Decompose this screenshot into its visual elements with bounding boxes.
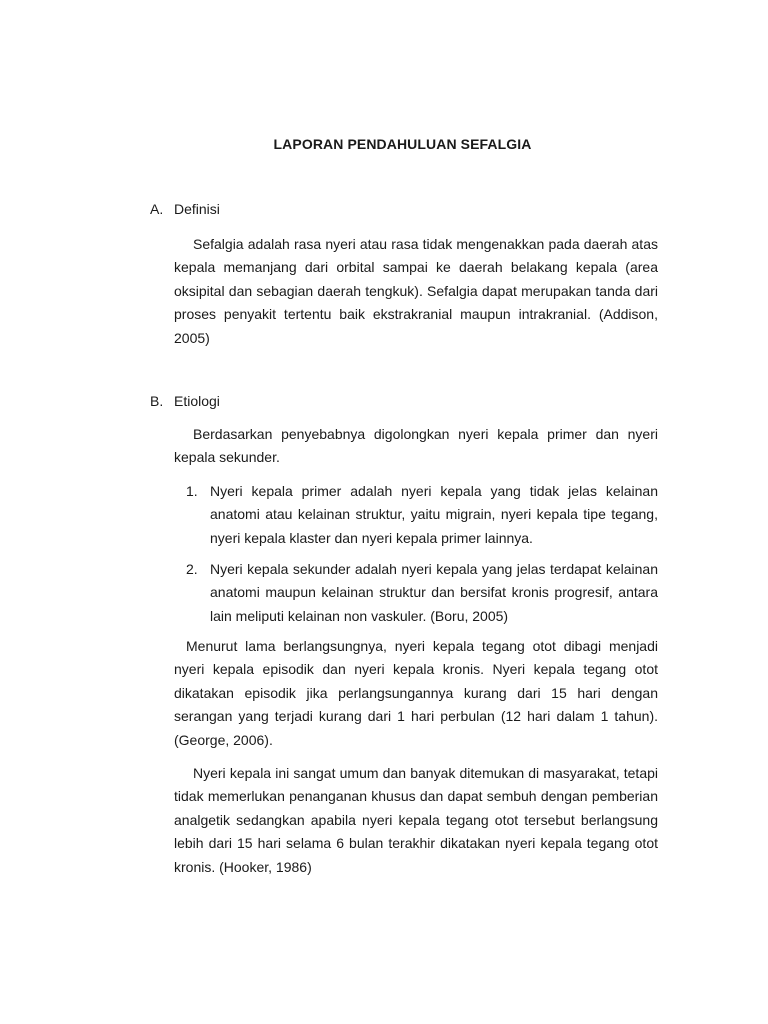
list-item-text: Nyeri kepala primer adalah nyeri kepala yang tidak jelas kelainan anatomi atau kelainan struktur, yaitu migrain, nyeri kepala tipe tegang, nyeri kepala klaster dan nyeri kepala primer lainnya. — [210, 483, 658, 546]
section-marker: A. — [150, 201, 164, 217]
section-heading-definisi — [150, 201, 220, 217]
list-item-number: 1. — [186, 483, 198, 499]
body-paragraph: Nyeri kepala ini sangat umum dan banyak ditemukan di masyarakat, tetapi tidak memerlukan penanganan khusus dan dapat sembuh dengan pemberian analgetik sedangkan apabila nyeri kepala tegang otot tersebut berlangsung lebih dari 15 hari selama 6 bulan terakhir dikatakan nyeri kepala tegang otot kronis. (Hooker, 1986) — [174, 765, 658, 875]
section-heading-label: Definisi — [174, 201, 220, 217]
section-heading-label: Etiologi — [174, 393, 220, 409]
list-item-text: Nyeri kepala sekunder adalah nyeri kepala yang jelas terdapat kelainan anatomi maupun kelainan struktur dan bersifat kronis progresif, antara lain meliputi kelainan non vaskuler. (Boru, 2005) — [210, 561, 658, 624]
body-paragraph: Menurut lama berlangsungnya, nyeri kepala tegang otot dibagi menjadi nyeri kepala episodik dan nyeri kepala kronis. Nyeri kepala tegang otot dikatakan episodik jika perlangsungannya kurang dari 15 hari dengan serangan yang terjadi kurang dari 1 hari perbulan (12 hari dalam 1 tahun). (George, 2006). — [174, 638, 658, 748]
etiology-intro-paragraph: Berdasarkan penyebabnya digolongkan nyeri kepala primer dan nyeri kepala sekunder. — [174, 426, 658, 466]
section-heading-etiologi — [150, 393, 220, 409]
list-item-number: 2. — [186, 561, 198, 577]
definition-paragraph: Sefalgia adalah rasa nyeri atau rasa tidak mengenakkan pada daerah atas kepala memanjang dari orbital sampai ke daerah belakang kepala (area oksipital dan sebagian daerah tengkuk). Sefalgia dapat merupakan tanda dari proses penyakit tertentu baik ekstrakranial maupun intrakranial. (Addison, 2005) — [174, 236, 658, 346]
list-item — [186, 480, 658, 550]
section-marker: B. — [150, 393, 164, 409]
document-title: LAPORAN PENDAHULUAN SEFALGIA — [273, 136, 532, 152]
list-item — [186, 558, 658, 628]
